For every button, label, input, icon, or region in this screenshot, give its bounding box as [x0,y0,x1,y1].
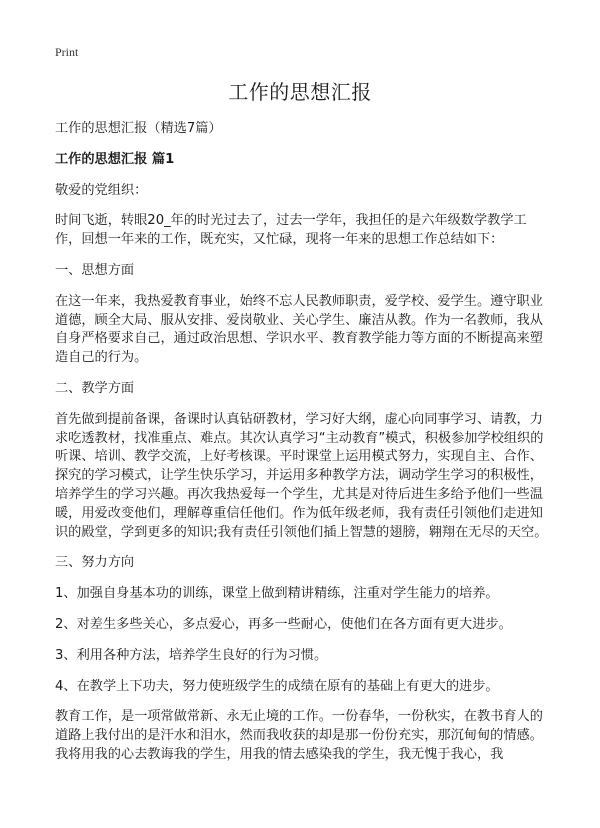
intro-paragraph: 时间飞逝，转眼20_年的时光过去了，过去一学年，我担任的是六年级数学教学工作，回想一年来的工作，既充实，又忙碌，现将一年来的思想工作总结如下： [55,213,527,248]
list-item: 2、对差生多些关心，多点爱心，再多一些耐心，使他们在各方面有更大进步。 [55,616,512,632]
part2-body: 首先做到提前备课，备课时认真钻研教材，学习好大纲，虚心向同事学习、请教，力求吃透教材，找准重点、难点。其次认真学习“主动教育”模式，积极参加学校组织的听课、培训、教学交流，上好考核课。平时课堂上运用模式努力，实现自主、合作、探究的学习模式，让学生快乐学习，并运用多种教学方法，调动学生学习的积极性，培养学生的学习兴趣。再次我热爱每一个学生，尤其是对待后进生多给予他们一些温暖，用爱改变他们，理解尊重信任他们。作为低年级老师，我有责任引领他们走进知识的殿堂，学到更多的知识;我有责任引领他们插上智慧的翅膀，翱翔在无尽的天空。 [55,411,548,540]
part1-body: 在这一年来，我热爱教育事业，始终不忘人民教师职责，爱学校、爱学生。遵守职业道德，顾全大局、服从安排、爱岗敬业、关心学生、廉洁从教。作为一名教师，我从自身严格要求自己，通过政治思想、学识水平、教育教学能力等方面的不断提高来塑造自己的行为。 [55,293,543,366]
greeting: 敬爱的党组织： [55,182,148,198]
section-heading: 工作的思想汇报 篇1 [55,151,175,167]
closing-paragraph: 教育工作，是一项常做常新、永无止境的工作。一份春华，一份秋实，在教书育人的道路上我付出的是汗水和泪水，然而我收获的却是那一份份充实，那沉甸甸的情感。我将用我的心去教诲我的学生，用我的情去感染我的学生，我无愧于我心，我 [55,709,543,762]
part2-title: 二、教学方面 [55,380,135,396]
list-item: 3、利用各种方法，培养学生良好的行为习惯。 [55,647,328,663]
document-subtitle: 工作的思想汇报（精选7篇） [55,121,222,136]
list-item: 4、在教学上下功夫，努力使班级学生的成绩在原有的基础上有更大的进步。 [55,678,499,694]
list-item: 1、加强自身基本功的训练，课堂上做到精讲精练，注重对学生能力的培养。 [55,586,499,602]
document-body [55,118,551,765]
part1-title: 一、思想方面 [55,262,135,278]
part3-title: 三、努力方向 [55,555,135,571]
page-title: 工作的思想汇报 [228,80,372,104]
print-link[interactable]: Print [55,45,79,59]
